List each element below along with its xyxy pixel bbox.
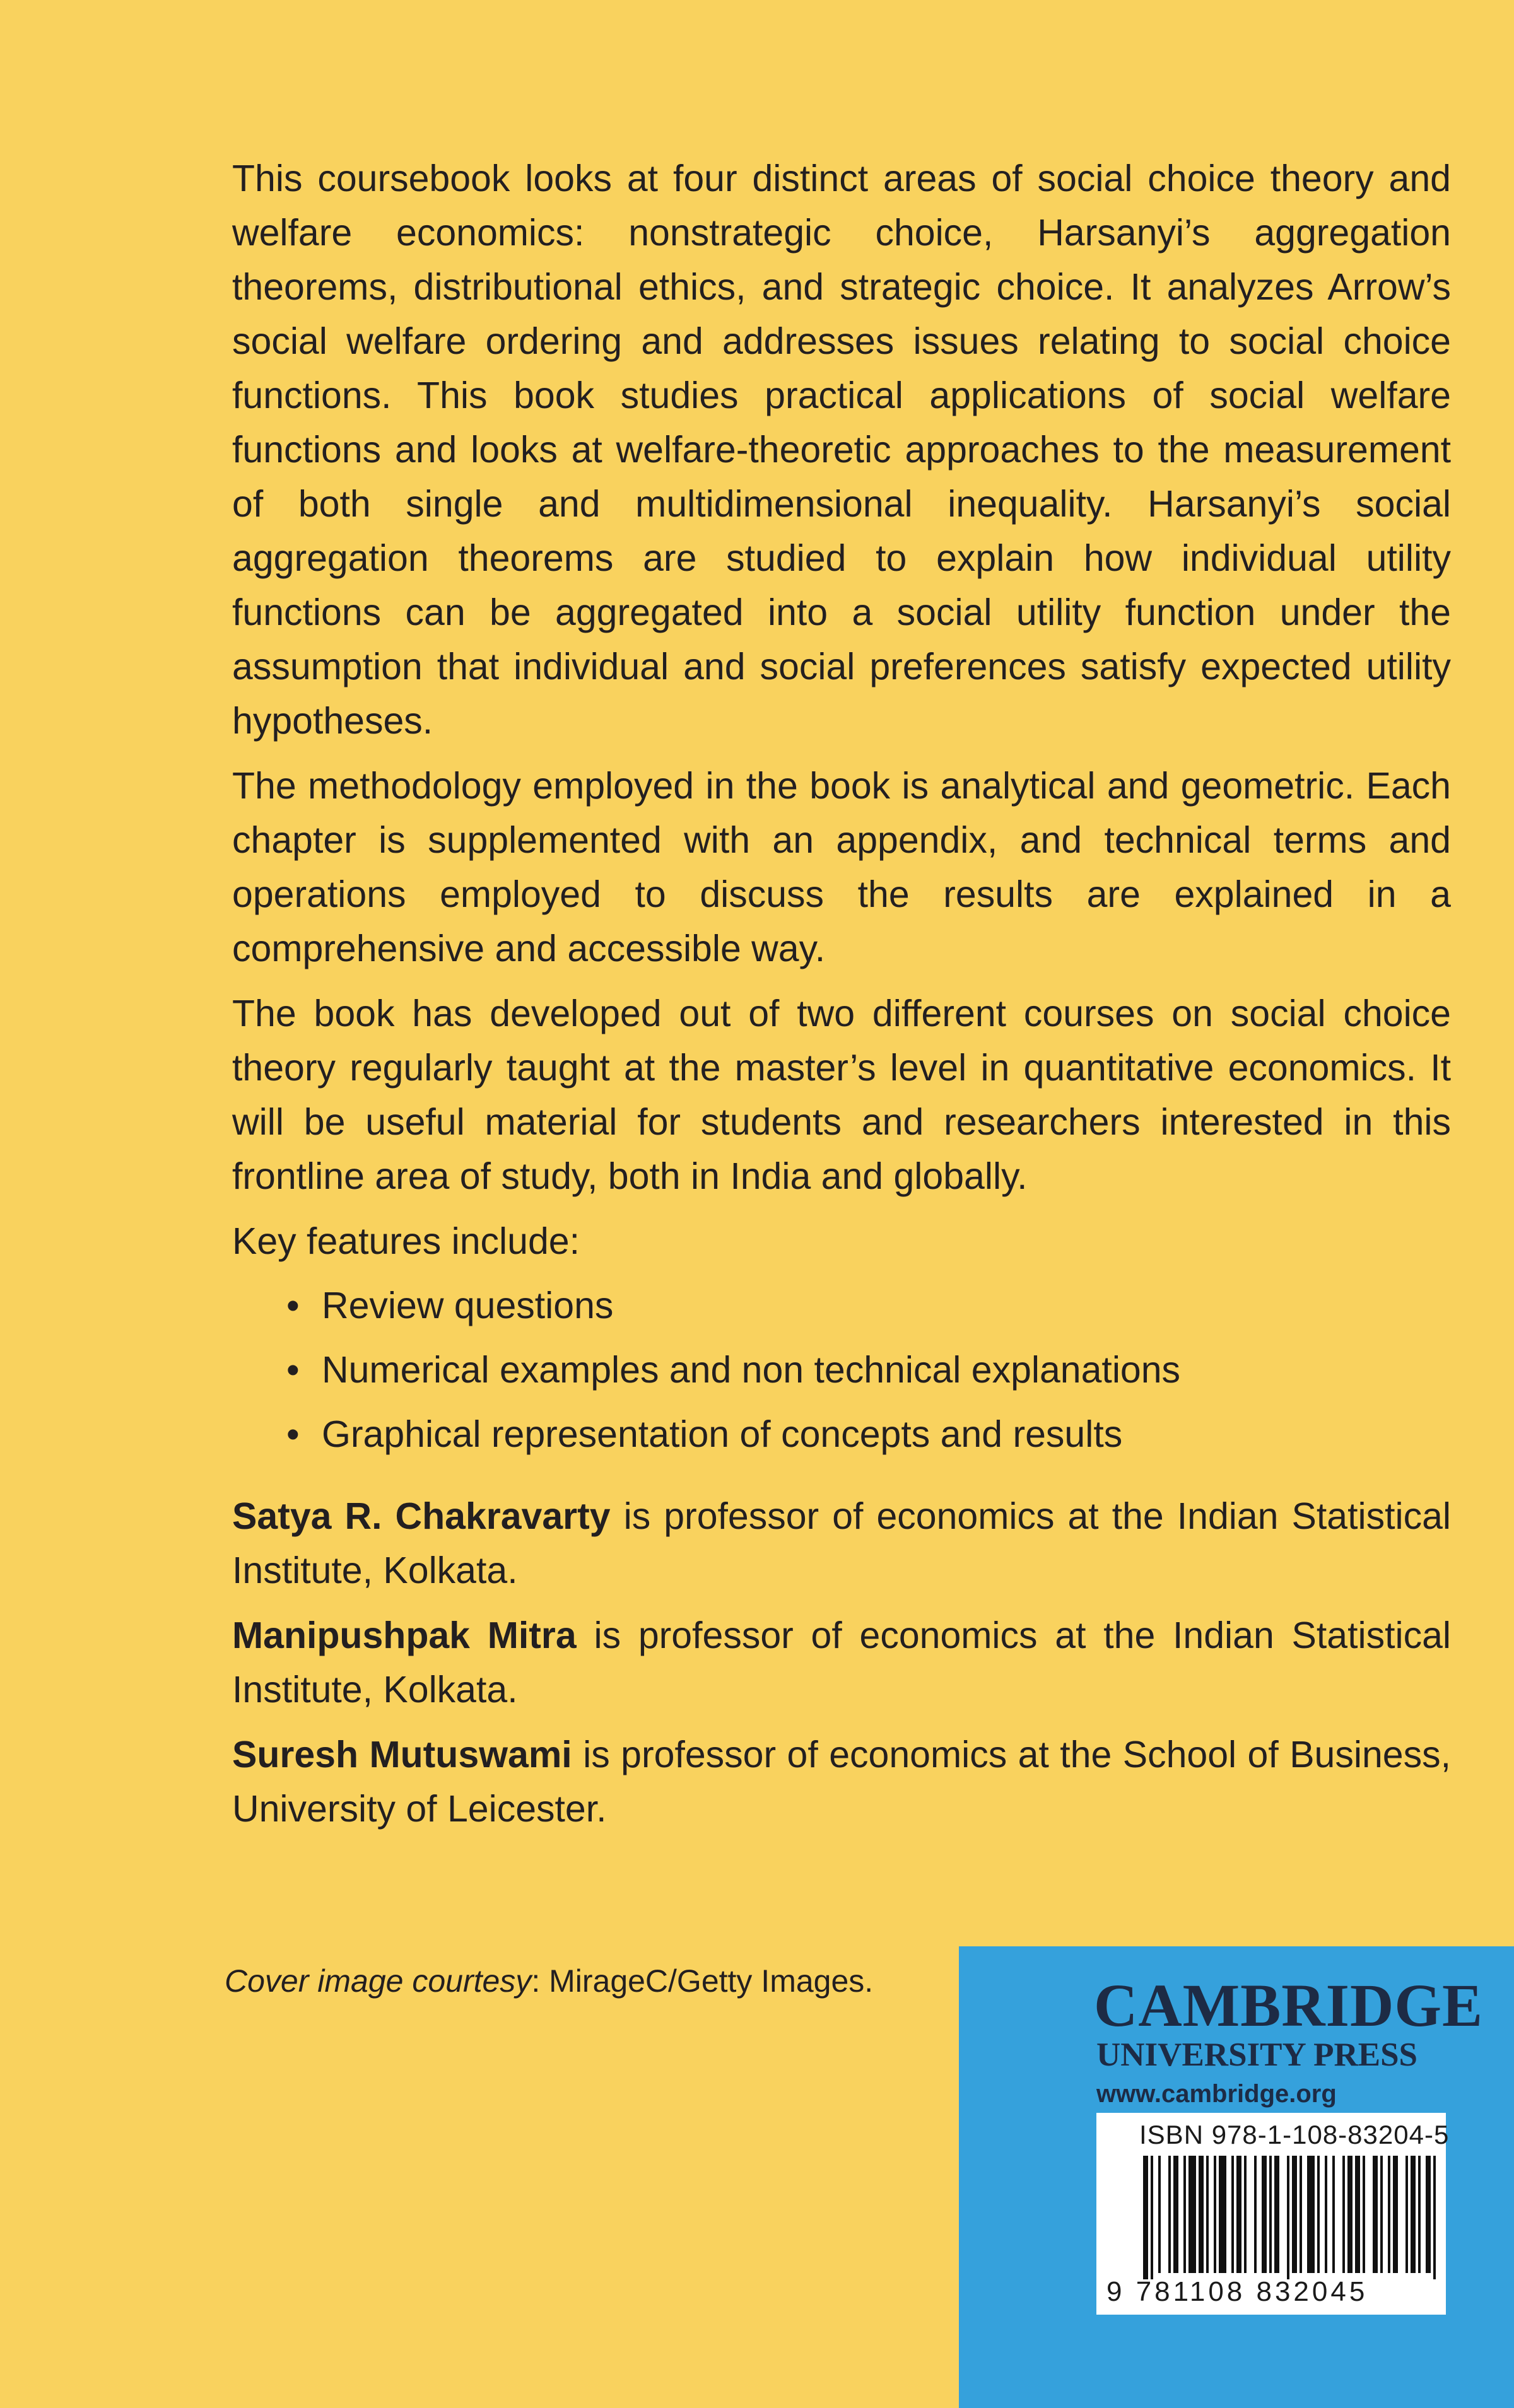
- key-feature-item: [232, 1278, 1451, 1333]
- barcode-bar: [1287, 2156, 1289, 2279]
- barcode-bar: [1355, 2156, 1360, 2273]
- barcode-bar: [1199, 2156, 1204, 2273]
- bullet-icon: •: [286, 1413, 300, 1455]
- author-name: Manipushpak Mitra: [232, 1615, 577, 1656]
- barcode-digits: 9 781108 832045: [1106, 2276, 1368, 2307]
- barcode-bar: [1151, 2156, 1153, 2279]
- author-bio: [232, 1489, 1451, 1598]
- image-credit-label: Cover image courtesy: [225, 1963, 532, 1999]
- key-features-list: [232, 1278, 1451, 1461]
- description-paragraph-3: The book has developed out of two different courses on social choice theory regularly taught at the master’s level in quantitative economics. It will be useful material for students and researchers interested in this frontline area of study, both in India and globally.: [232, 993, 1451, 1197]
- barcode-bar: [1373, 2156, 1378, 2273]
- author-bio: [232, 1727, 1451, 1836]
- isbn-label: ISBN 978-1-108-83204-5: [1139, 2120, 1450, 2149]
- barcode-bar: [1254, 2156, 1257, 2273]
- barcode-bar: [1405, 2156, 1408, 2273]
- publisher-url: www.cambridge.org: [1096, 2080, 1337, 2108]
- barcode-bar: [1158, 2156, 1161, 2273]
- key-features-heading: Key features include:: [232, 1220, 580, 1262]
- barcode-bar: [1347, 2156, 1353, 2273]
- author-name: Satya R. Chakravarty: [232, 1495, 611, 1537]
- barcode-bar: [1411, 2156, 1416, 2273]
- author-description: is professor of economics at the Indian Statistical Institute, Kolkata.: [232, 1495, 1451, 1591]
- barcode-bar: [1342, 2156, 1345, 2273]
- barcode-bar: [1269, 2156, 1272, 2273]
- barcode-bar: [1418, 2156, 1421, 2273]
- key-feature-item: [232, 1407, 1451, 1461]
- key-feature-text: Numerical examples and non technical explanations: [322, 1349, 1181, 1391]
- publisher-panel: [959, 1946, 1514, 2408]
- barcode-bar: [1325, 2156, 1327, 2273]
- author-description: is professor of economics at the School of Business, University of Leicester.: [232, 1734, 1451, 1830]
- barcode-bar: [1363, 2156, 1365, 2273]
- barcode-bar: [1262, 2156, 1267, 2273]
- barcode-bar: [1274, 2156, 1279, 2273]
- barcode-bar: [1231, 2156, 1234, 2273]
- barcode-bar: [1214, 2156, 1216, 2273]
- barcode-bar: [1380, 2156, 1383, 2273]
- barcode-bar: [1332, 2156, 1335, 2273]
- description-paragraph-1: This coursebook looks at four distinct areas of social choice theory and welfare economics: nonstrategic choice, Harsanyi’s aggregation theorems, distributional ethics, and strategic choice. It analyzes Arrow’s social welfare ordering and addresses issues relating to social choice functions. This book studies practical applications of social welfare functions and looks at welfare-theoretic approaches to the measurement of both single and multidimensional inequality. Harsanyi’s social aggregation theorems are studied to explain how individual utility functions can be aggregated into a social utility function under the assumption that individual and social preferences satisfy expected utility hypotheses.: [232, 158, 1451, 742]
- barcode-bar: [1244, 2156, 1247, 2273]
- barcode-bar: [1388, 2156, 1390, 2273]
- barcode-bar: [1300, 2156, 1302, 2273]
- key-feature-item: [232, 1343, 1451, 1397]
- bullet-icon: •: [286, 1349, 300, 1391]
- publisher-logo-subtitle: UNIVERSITY PRESS: [1096, 2037, 1418, 2073]
- barcode-bar: [1393, 2156, 1398, 2273]
- barcode-bar: [1183, 2156, 1186, 2273]
- bullet-icon: •: [286, 1285, 300, 1326]
- barcode-bar: [1188, 2156, 1196, 2273]
- barcode-bar: [1219, 2156, 1226, 2273]
- barcode-bar: [1426, 2156, 1431, 2273]
- barcode-bar: [1307, 2156, 1315, 2273]
- barcode-bar: [1433, 2156, 1436, 2279]
- key-feature-text: Graphical representation of concepts and results: [322, 1413, 1123, 1455]
- publisher-logo-name: CAMBRIDGE: [1094, 1972, 1484, 2039]
- barcode-bar: [1206, 2156, 1209, 2273]
- author-bios: [232, 1489, 1451, 1836]
- barcode-bar: [1168, 2156, 1171, 2273]
- isbn-barcode-box: [1096, 2113, 1450, 2315]
- author-bio: [232, 1608, 1451, 1717]
- barcode-bar: [1143, 2156, 1148, 2279]
- barcode-bar: [1292, 2156, 1297, 2273]
- image-credit: [225, 1959, 873, 2003]
- author-description: is professor of economics at the Indian Statistical Institute, Kolkata.: [232, 1615, 1451, 1710]
- image-credit-text: : MirageC/Getty Images.: [531, 1963, 874, 1999]
- barcode-bar: [1317, 2156, 1320, 2273]
- barcode-bar: [1236, 2156, 1241, 2273]
- author-name: Suresh Mutuswami: [232, 1734, 572, 1775]
- barcode-bar: [1173, 2156, 1178, 2273]
- key-feature-text: Review questions: [322, 1285, 614, 1326]
- description-paragraph-2: The methodology employed in the book is analytical and geometric. Each chapter is supplemented with an appendix, and technical terms and operations employed to discuss the results are explained in a comprehensive and accessible way.: [232, 765, 1451, 969]
- back-cover-copy: [232, 151, 1451, 1847]
